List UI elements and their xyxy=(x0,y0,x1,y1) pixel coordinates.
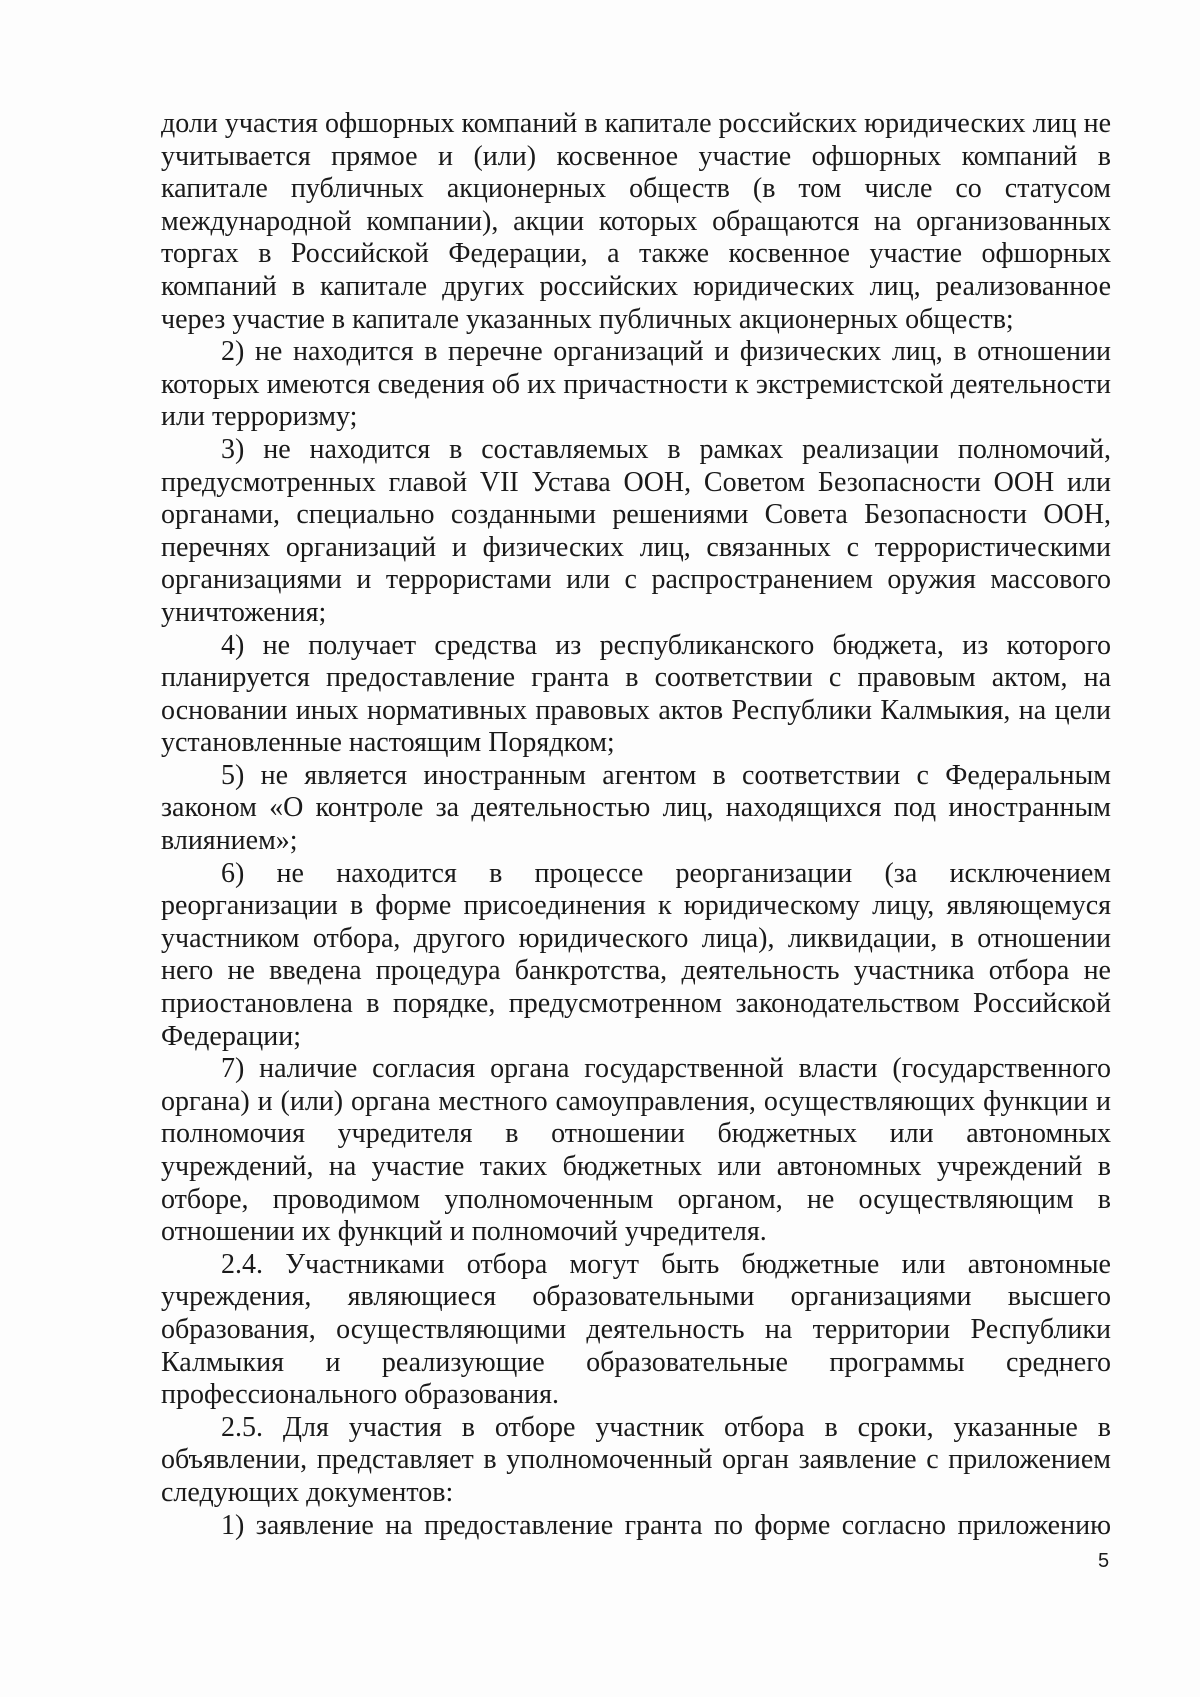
paragraph-item-3: 3) не находится в составляемых в рамках реализации полномочий, предусмотренных главой VII Устава ООН, Советом Безопасности ООН или органами, специально созданными решениями Совета Безопасности ООН, перечнях организаций и физических лиц, связанных с террористическими организациями и террористами или с распространением оружия массового уничтожения; xyxy=(161,433,1111,628)
paragraph-2-4: 2.4. Участниками отбора могут быть бюджетные или автономные учреждения, являющиеся образовательными организациями высшего образования, осуществляющими деятельность на территории Республики Калмыкия и реализующие образовательные программы среднего профессионального образования. xyxy=(161,1248,1111,1411)
paragraph-item-4: 4) не получает средства из республиканского бюджета, из которого планируется предоставление гранта в соответствии с правовым актом, на основании иных нормативных правовых актов Республики Калмыкия, на цели установленные настоящим Порядком; xyxy=(161,629,1111,759)
paragraph-2-5-item-1: 1) заявление на предоставление гранта по форме согласно приложению xyxy=(221,1509,1111,1541)
paragraph-2-5: 2.5. Для участия в отборе участник отбора в сроки, указанные в объявлении, представляет в уполномоченный орган заявление с приложением следующих документов: xyxy=(161,1411,1111,1508)
paragraph-item-7: 7) наличие согласия органа государственной власти (государственного органа) и (или) органа местного самоуправления, осуществляющих функции и полномочия учредителя в отношении бюджетных или автономных учреждений, на участие таких бюджетных или автономных учреждений в отборе, проводимом уполномоченным органом, не осуществляющим в отношении их функций и полномочий учредителя. xyxy=(161,1053,1111,1248)
paragraph-offshore-shares: доли участия офшорных компаний в капитале российских юридических лиц не учитывается прямое и (или) косвенное участие офшорных компаний в капитале публичных акционерных обществ (в том числе со статусом международной компании), акции которых обращаются на организованных торгах в Российской Федерации, а также косвенное участие офшорных компаний в капитале других российских юридических лиц, реализованное через участие в капитале указанных публичных акционерных обществ; xyxy=(161,108,1111,335)
paragraph-item-5: 5) не является иностранным агентом в соответствии с Федеральным законом «О контроле за деятельностью лиц, находящихся под иностранным влиянием»; xyxy=(161,759,1111,857)
page-number: 5 xyxy=(1098,1550,1110,1572)
document-body xyxy=(161,108,1111,1542)
paragraph-item-6: 6) не находится в процессе реорганизации (за исключением реорганизации в форме присоединения к юридическому лицу, являющемуся участником отбора, другого юридического лица), ликвидации, в отношении него не введена процедура банкротства, деятельность участника отбора не приостановлена в порядке, предусмотренном законодательством Российской Федерации; xyxy=(161,857,1111,1052)
paragraph-item-2: 2) не находится в перечне организаций и физических лиц, в отношении которых имеются сведения об их причастности к экстремистской деятельности или терроризму; xyxy=(161,336,1111,433)
